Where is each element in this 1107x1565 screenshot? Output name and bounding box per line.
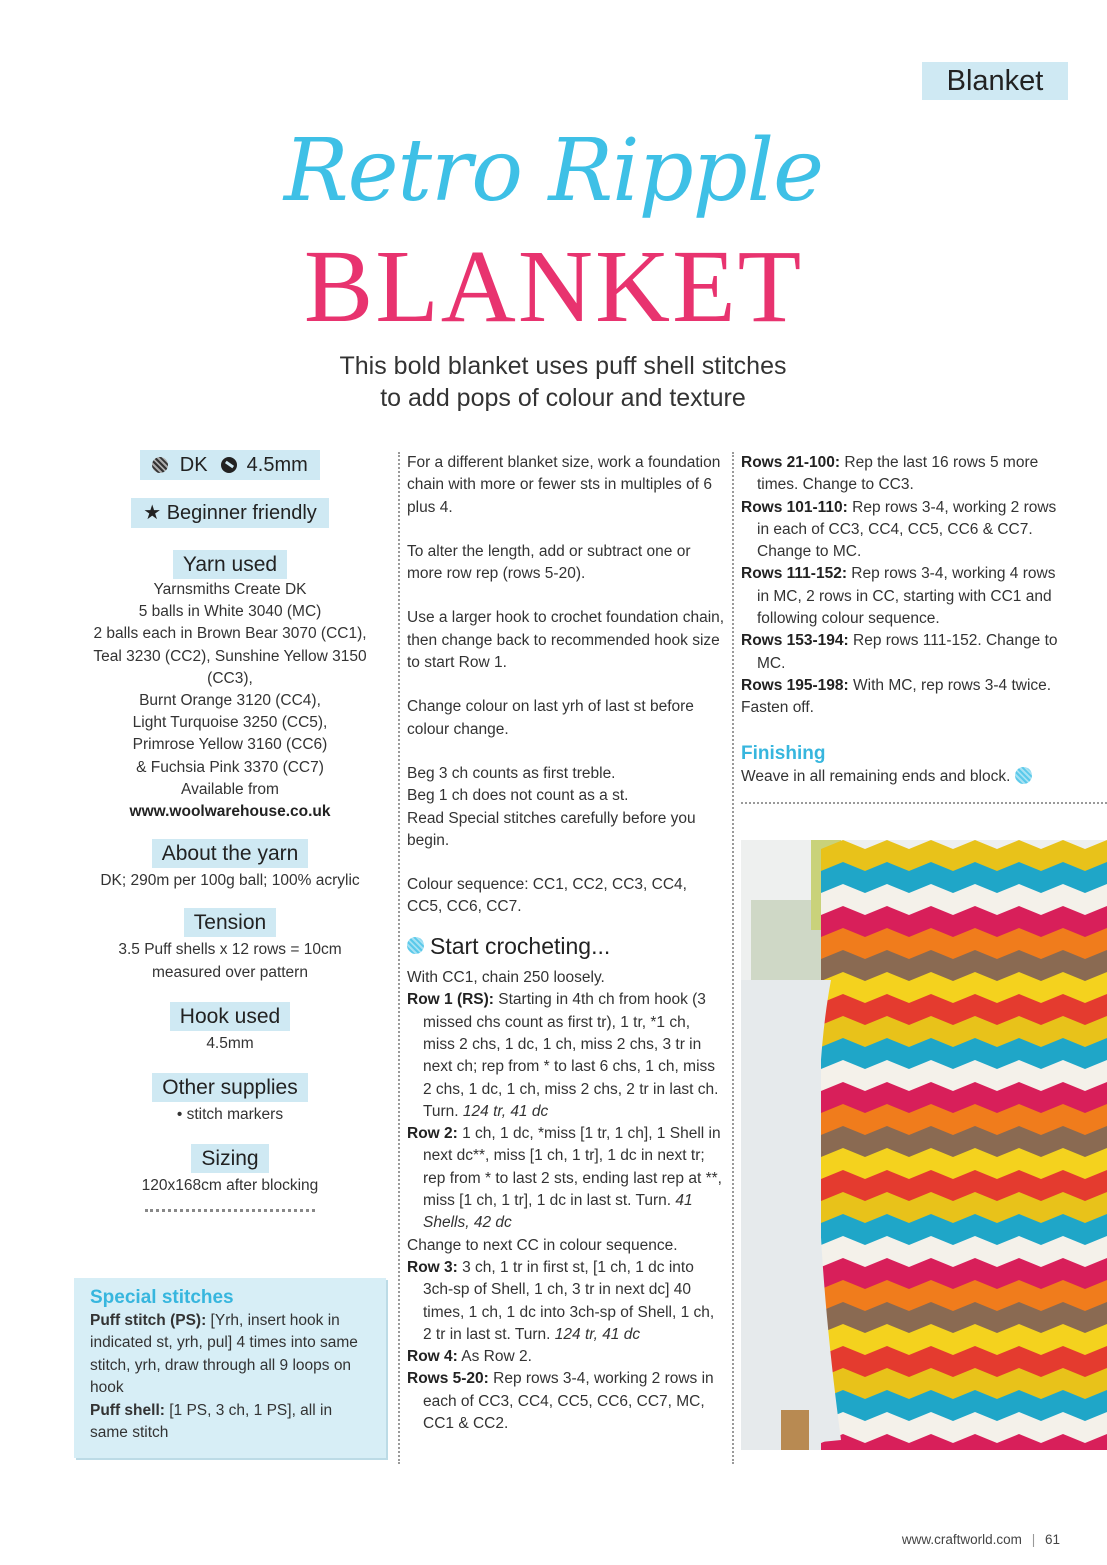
row-label: Rows 101-110: [741, 498, 848, 516]
yarn-ball-icon [152, 457, 168, 473]
row-text: Starting in 4th ch from hook (3 missed chs count as first tr), 1 tr, *1 ch, miss 2 chs, 1 dc, 1 ch, miss 2 chs, 3 tr in next ch; rep from * to last 6 chs, 1 ch, miss 2 chs, 1 dc, 1 ch, miss 2 chs, 2 tr in last ch. Turn. [423, 991, 719, 1120]
row-label: Row 1 (RS): [407, 991, 494, 1009]
other-supplies-label: Other supplies [152, 1073, 307, 1102]
row-text: 3 ch, 1 tr in first st, [1 ch, 1 dc into 3ch-sp of Shell, 1 ch, 3 tr in next dc] 40 times, 1 ch, 1 dc into 3ch-sp of Shell, 1 ch, 2 tr in last st. Turn. [423, 1258, 715, 1343]
sizing-text: 120x168cm after blocking [141, 1177, 319, 1195]
yarn-line: & Fuchsia Pink 3370 (CC7) [136, 758, 324, 776]
skill-level: Beginner friendly [166, 502, 317, 524]
row-text: Rep rows 3-4, working 2 rows in each of CC3, CC4, CC5, CC6, CC7, MC, CC1 & CC2. [423, 1370, 714, 1432]
blanket-illustration [741, 840, 1107, 1450]
pattern-row [741, 452, 1071, 497]
note: Beg 1 ch does not count as a st. [407, 787, 629, 805]
blanket-photo [741, 840, 1107, 1450]
sizing-label: Sizing [191, 1144, 268, 1173]
row-text: With MC, rep rows 3-4 twice. [848, 676, 1052, 694]
chair-leg [781, 1410, 809, 1450]
special-stitches-box [74, 1278, 386, 1458]
pattern-row [407, 989, 725, 1123]
subtitle-line-2: to add pops of colour and texture [380, 384, 746, 412]
stitch-count: 41 Shells, 42 dc [423, 1192, 693, 1232]
column-divider [732, 452, 734, 1464]
note: Beg 3 ch counts as first treble. [407, 764, 616, 782]
section-tag: Blanket [922, 62, 1068, 100]
pattern-row [741, 630, 1071, 675]
yarn-line: Teal 3230 (CC2), Sunshine Yellow 3150 (CC3), [93, 647, 367, 687]
spec-hook: 4.5mm [246, 454, 308, 476]
tension-line-2: measured over pattern [152, 963, 308, 981]
hook-used-text: 4.5mm [206, 1034, 254, 1052]
yarn-line: Light Turquoise 3250 (CC5), [132, 714, 328, 732]
pattern-intro: With CC1, chain 250 loosely. [407, 969, 605, 987]
star-icon: ★ [143, 502, 162, 524]
row-text: Rep rows 111-152. Change to MC. [757, 632, 1058, 672]
note: Change colour on last yrh of last st before colour change. [407, 698, 694, 738]
info-column [70, 450, 390, 1212]
title-script: Retro Ripple [283, 121, 824, 221]
finishing-section [741, 742, 1071, 788]
other-supplies-text: • stitch markers [176, 1106, 284, 1124]
row-label: Rows 111-152: [741, 565, 847, 583]
pattern-row [407, 1123, 725, 1234]
divider [741, 802, 1107, 804]
puff-stitch-label: Puff stitch (PS): [90, 1312, 207, 1329]
tension-line-1: 3.5 Puff shells x 12 rows = 10cm [118, 941, 342, 959]
special-stitches-title: Special stitches [90, 1287, 234, 1308]
yarn-line: Burnt Orange 3120 (CC4), [139, 692, 321, 710]
column-divider [398, 452, 400, 1464]
yarn-line: Primrose Yellow 3160 (CC6) [132, 736, 328, 754]
stitch-count: 124 tr, 41 dc [462, 1102, 549, 1120]
row-label: Row 3: [407, 1258, 458, 1276]
stitch-count: 124 tr, 41 dc [554, 1325, 641, 1343]
row-label: Rows 195-198: [741, 676, 849, 694]
yarn-line: 2 balls each in Brown Bear 3070 (CC1), [93, 625, 367, 643]
yarn-used-list [70, 579, 390, 823]
puff-shell-def [90, 1400, 370, 1445]
note: For a different blanket size, work a foundation chain with more or fewer sts in multiples of 6 plus 4. [407, 454, 721, 516]
row-label: Row 4: [407, 1348, 458, 1366]
note: To alter the length, add or subtract one or more row rep (rows 5-20). [407, 542, 691, 583]
yarn-website-link[interactable]: www.woolwarehouse.co.uk [129, 803, 331, 821]
pattern-row [741, 675, 1071, 697]
yarn-line: Available from [181, 780, 279, 798]
finishing-text: Weave in all remaining ends and block. [741, 766, 1071, 788]
yarn-line: Yarnsmiths Create DK [153, 581, 307, 598]
note: Read Special stitches carefully before you begin. [407, 809, 696, 849]
row-label: Rows 21-100: [741, 454, 841, 471]
yarn-line: 5 balls in White 3040 (MC) [138, 603, 322, 621]
yarn-ball-icon [1015, 767, 1032, 784]
finishing-title: Finishing [741, 742, 826, 764]
pattern-row [741, 563, 1071, 630]
title-main: BLANKET [303, 229, 804, 344]
divider [145, 1209, 315, 1212]
spec-weight: DK [179, 454, 208, 476]
row-text: As Row 2. [457, 1348, 532, 1366]
pattern-fasten: Fasten off. [741, 699, 814, 717]
about-yarn-label: About the yarn [152, 839, 309, 868]
row-text: Rep rows 3-4, working 4 rows in MC, 2 rows in CC, starting with CC1 and following colour sequence. [757, 565, 1056, 628]
pattern-row [407, 1346, 725, 1368]
puff-shell-label: Puff shell: [90, 1401, 165, 1419]
row-text: Rep rows 3-4, working 2 rows in each of CC3, CC4, CC5, CC6 & CC7. Change to MC. [757, 498, 1057, 561]
hook-used-label: Hook used [170, 1002, 290, 1031]
yarn-used-label: Yarn used [173, 550, 287, 579]
row-label: Rows 5-20: [407, 1370, 489, 1388]
instructions-column-right [741, 452, 1071, 804]
page-footer [840, 1532, 1060, 1547]
pattern-row [407, 1368, 725, 1435]
note: Colour sequence: CC1, CC2, CC3, CC4, CC5, CC6, CC7. [407, 876, 687, 916]
note: Use a larger hook to crochet foundation chain, then change back to recommended hook size to start Row 1. [407, 609, 725, 672]
spec-badge [140, 450, 320, 480]
pattern-note: Change to next CC in colour sequence. [407, 1236, 678, 1254]
pattern-row [741, 497, 1071, 564]
start-heading-text: Start crocheting... [430, 932, 611, 959]
tension-label: Tension [184, 908, 276, 937]
subtitle [0, 350, 1107, 414]
row-text: Rep the last 16 rows 5 more times. Change to CC3. [757, 454, 1039, 494]
pattern-row [407, 1257, 725, 1346]
footer-separator: | [1031, 1532, 1036, 1547]
row-text: 1 ch, 1 dc, *miss [1 tr, 1 ch], 1 Shell in next dc**, miss [1 ch, 1 tr], 1 dc in next tr; rep from * to last 2 sts, ending last rep at **, miss [1 ch, 1 tr], 1 dc in last st. Turn. [423, 1125, 722, 1210]
puff-stitch-def [90, 1310, 370, 1400]
row-label: Rows 153-194: [741, 632, 849, 650]
start-heading [407, 932, 725, 959]
instructions-column [407, 452, 725, 1435]
yarn-ball-icon [407, 937, 424, 954]
puff-shell-text: [1 PS, 3 ch, 1 PS], all in same stitch [90, 1401, 333, 1442]
footer-site: www.craftworld.com [901, 1532, 1022, 1547]
page-number: 61 [1044, 1532, 1060, 1547]
puff-stitch-text: [Yrh, insert hook in indicated st, yrh, pul] 4 times into same stitch, yrh, draw through all 9 loops on hook [90, 1312, 358, 1397]
hook-icon [221, 457, 237, 473]
subtitle-line-1: This bold blanket uses puff shell stitches [339, 352, 787, 380]
about-yarn-text: DK; 290m per 100g ball; 100% acrylic [100, 872, 360, 890]
row-label: Row 2: [407, 1125, 458, 1143]
skill-badge [131, 498, 329, 528]
